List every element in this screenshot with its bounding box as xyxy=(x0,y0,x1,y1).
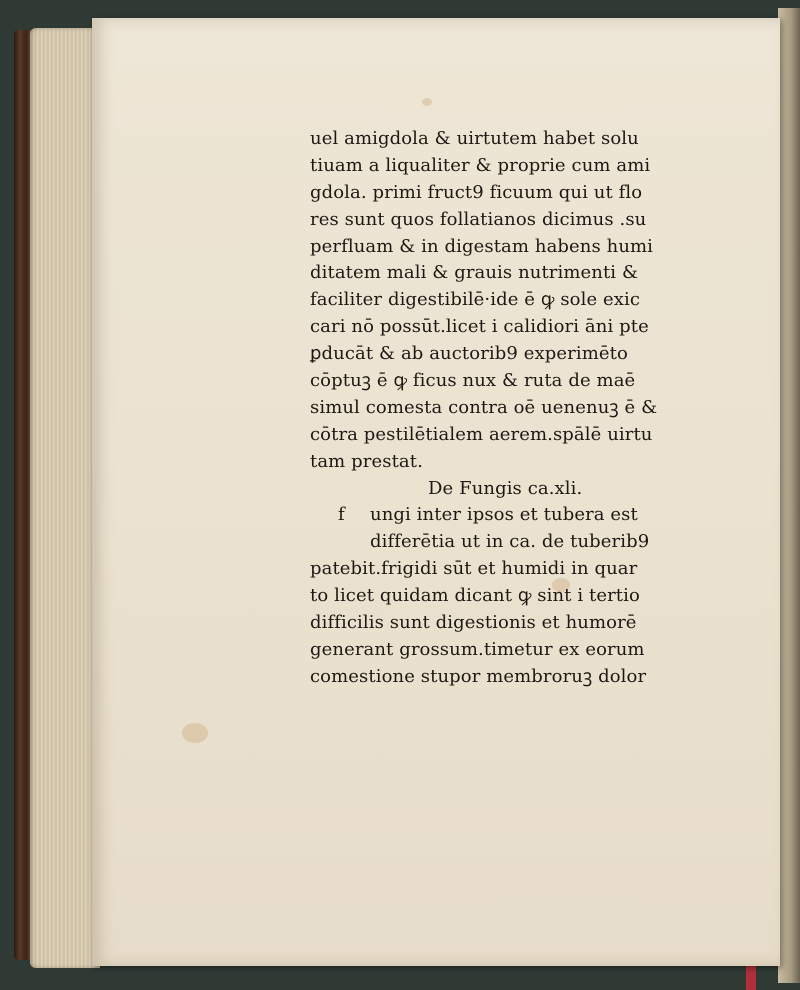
text-line: simul comesta contra oē uenenuꝫ ē & xyxy=(310,396,658,418)
text-line: perfluam & in digestam habens humi xyxy=(310,235,654,257)
text-line: faciliter digestibilē·ide ē ꝙ sole exic xyxy=(310,289,641,311)
text-line: cōptuꝫ ē ꝙ ficus nux & ruta de maē xyxy=(310,370,636,392)
text-line: tam prestat. xyxy=(310,450,423,472)
chapter-first-line xyxy=(310,502,690,529)
text-line: ungi inter ipsos et tubera est xyxy=(370,504,638,526)
chapter-heading: De Fungis ca.xli. xyxy=(428,477,583,499)
text-line: patebit.frigidi sūt et humidi in quar xyxy=(310,558,638,580)
text-line: differētia ut in ca. de tuberib9 xyxy=(370,531,650,553)
text-line: cari nō possūt.licet i calidiori āni pte xyxy=(310,316,649,338)
text-line: gdola. primi fruct9 ficuum qui ut flo xyxy=(310,181,643,203)
right-cover-edge xyxy=(778,8,800,983)
text-line: comestione stupor membroruꝫ dolor xyxy=(310,665,647,687)
page-edges xyxy=(30,28,100,968)
text-line: to licet quidam dicant ꝙ sint i tertio xyxy=(310,585,640,607)
text-line: difficilis sunt digestionis et humorē xyxy=(310,612,637,634)
paper-stain xyxy=(422,98,432,106)
paper-stain xyxy=(182,723,208,743)
text-line: generant grossum.timetur ex eorum xyxy=(310,638,645,660)
text-line: ditatem mali & grauis nutrimenti & xyxy=(310,262,639,284)
text-line: ꝑducāt & ab auctorib9 experimēto xyxy=(310,343,628,365)
text-column xyxy=(310,126,690,691)
initial-letter: f xyxy=(338,504,345,526)
text-line: res sunt quos follatianos dicimus .su xyxy=(310,208,647,230)
text-line: tiuam a liqualiter & proprie cum ami xyxy=(310,154,651,176)
text-line: uel amigdola & uirtutem habet solu xyxy=(310,128,639,149)
text-line: cōtra pestilētialem aerem.spālē uirtu xyxy=(310,423,653,445)
